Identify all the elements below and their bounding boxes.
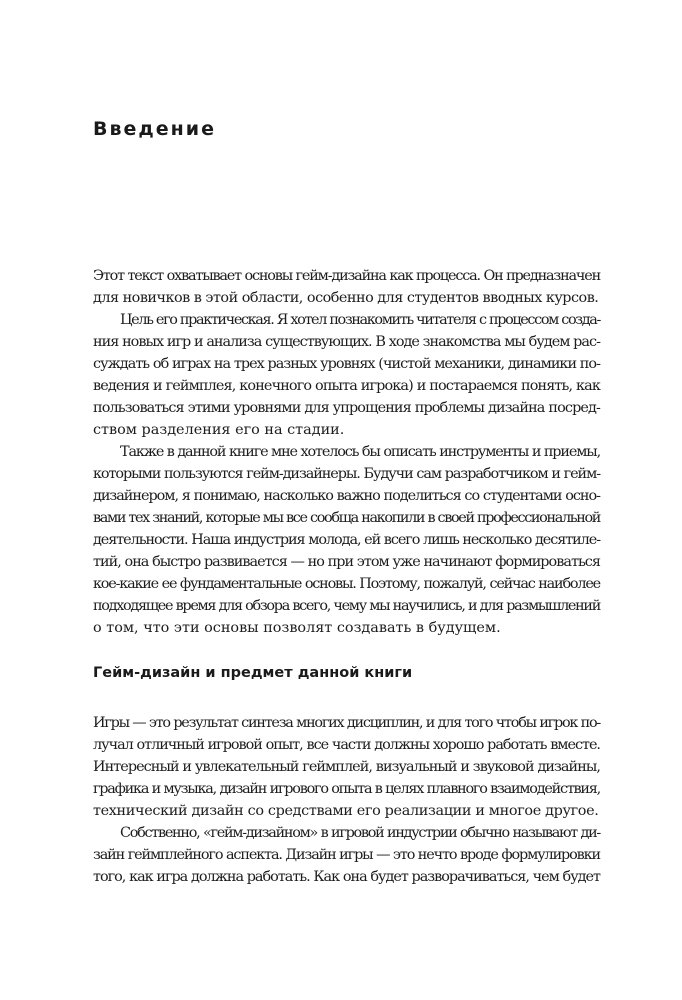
text-line: которыми пользуются гейм-дизайнеры. Будучи сам разработчиком и гейм- xyxy=(93,466,600,482)
text-line: подходящее время для обзора всего, чему мы научились, и для размышлений xyxy=(93,598,600,614)
text-line: графика и музыка, дизайн игрового опыта в целях плавного взаимодействия, xyxy=(93,781,600,797)
text-line: ния новых игр и анализа существующих. В ходе знакомства мы будем рас- xyxy=(93,334,600,350)
section-text xyxy=(93,712,600,888)
text-line: Этот текст охватывает основы гейм-дизайна как процесса. Он предназначен xyxy=(93,268,600,284)
text-line: дизайнером, я понимаю, насколько важно поделиться со студентами осно- xyxy=(93,488,600,504)
text-line: лучал отличный игровой опыт, все части должны хорошо работать вместе. xyxy=(93,737,600,753)
text-line: тий, она быстро развивается — но при этом уже начинают формироваться xyxy=(93,554,600,570)
text-line: суждать об играх на трех разных уровнях (чистой механики, динамики по- xyxy=(93,356,600,372)
chapter-title: Введение xyxy=(93,118,216,140)
text-line: Собственно, «гейм-дизайном» в игровой индустрии обычно называют ди- xyxy=(120,825,600,841)
text-line: деятельности. Наша индустрия молода, ей всего лишь несколько десятиле- xyxy=(93,532,600,548)
text-line: ведения и геймплея, конечного опыта игрока) и постараемся понять, как xyxy=(93,378,600,394)
text-line: пользоваться этими уровнями для упрощения проблемы дизайна посред- xyxy=(93,400,600,416)
text-line: Интересный и увлекательный геймплей, визуальный и звуковой дизайны, xyxy=(93,759,600,775)
text-line: Цель его практическая. Я хотел познакомить читателя с процессом созда- xyxy=(120,312,600,328)
text-line: вами тех знаний, которые мы все сообща накопили в своей профессиональной xyxy=(93,510,600,526)
text-line: того, как игра должна работать. Как она будет разворачиваться, чем будет xyxy=(93,869,600,885)
text-line: технический дизайн со средствами его реализации и многое другое. xyxy=(93,803,599,819)
text-line: для новичков в этой области, особенно для студентов вводных курсов. xyxy=(93,290,599,306)
intro-text xyxy=(93,265,600,639)
section-title: Гейм-дизайн и предмет данной книги xyxy=(93,665,413,681)
text-line: Также в данной книге мне хотелось бы описать инструменты и приемы, xyxy=(120,444,600,460)
text-line: Игры — это результат синтеза многих дисциплин, и для того чтобы игрок по- xyxy=(93,715,600,731)
text-line: кое-какие ее фундаментальные основы. Поэтому, пожалуй, сейчас наиболее xyxy=(93,576,600,592)
text-line: зайн геймплейного аспекта. Дизайн игры — это нечто вроде формулировки xyxy=(93,847,600,863)
text-line: ством разделения его на стадии. xyxy=(93,422,345,438)
text-line: о том, что эти основы позволят создавать в будущем. xyxy=(93,620,501,636)
